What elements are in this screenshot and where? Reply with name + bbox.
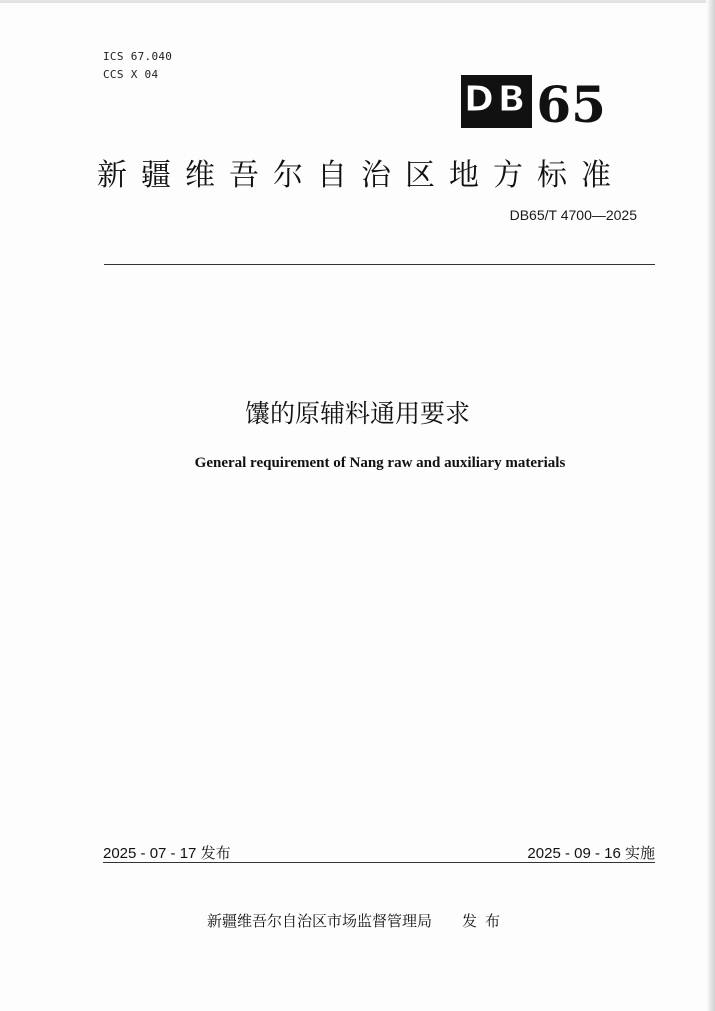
bottom-divider: [103, 862, 655, 863]
db-logo-number: 65: [536, 75, 606, 134]
ccs-code: CCS X 04: [103, 68, 159, 81]
scan-edge-right: [706, 0, 715, 1011]
issue-date: 2025 - 07 - 17 发布: [103, 845, 231, 862]
issuer-action: 发布: [462, 912, 509, 930]
standard-type: 新疆维吾尔自治区地方标准: [97, 158, 625, 193]
db65-logo: [461, 75, 611, 134]
top-divider: [104, 264, 655, 265]
issuer: [0, 910, 715, 931]
ics-code: ICS 67.040: [103, 50, 173, 63]
title-english: General requirement of Nang raw and auxiliary materials: [194, 455, 566, 471]
implementation-date: 2025 - 09 - 16 实施: [527, 845, 655, 862]
title-chinese: 馕的原辅料通用要求: [244, 399, 470, 428]
standard-number: DB65/T 4700—2025: [509, 207, 637, 223]
db-logo-letters: DB: [461, 75, 532, 128]
scan-edge-top: [0, 0, 715, 3]
issuer-name: 新疆维吾尔自治区市场监督管理局: [206, 912, 432, 930]
